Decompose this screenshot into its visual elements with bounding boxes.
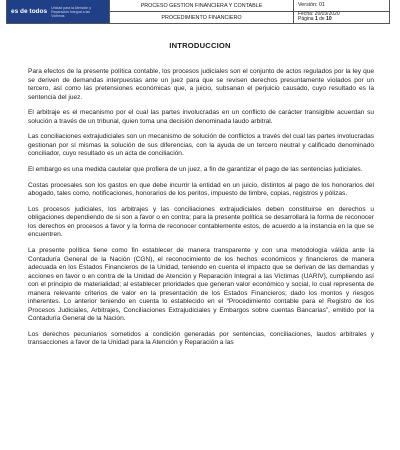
header-meta-column (294, 0, 389, 23)
page-indicator: Página 1 de 10 (298, 16, 332, 23)
header-process-column (110, 0, 294, 23)
date-label: Fecha: 20/03/2020 (298, 10, 340, 17)
logo-sub-text: Unidad para la Atención y Reparación Integral a las Víctimas (51, 5, 92, 18)
version-label: Versión: 01 (294, 0, 389, 12)
procedure-name: PROCEDIMIENTO FINANCIERO (161, 14, 242, 21)
paragraph-7: La presente política tiene como fin establecer de manera transparente y con una metodología válida ante la Contaduría General de la Nación (CGN), el reconocimiento de los hechos económicos y financieros de manera adecuada en los Estados Financieros de la Unidad, teniendo en cuenta el impacto que se derivan de las demandas y acciones en favor o en contra de la Unidad de Atención y Reparación Integral a las Víctimas (UARIV), cumpliendo así con el principio de materialidad; al establecer prioridades que generan valor económico y social, lo cual representa de manera relevante criterios de valor en la presentación de los Estados Financieros; dado los montos y riesgos inherentes. Lo anterior teniendo en cuenta lo establecido en el “Procedimiento contable para el Registro de los Procesos Judiciales, Arbitrajes, Conciliaciones Extrajudiciales y Embargos sobre cuentas Bancarias”, emitido por la Contaduría General de la Nación. (28, 247, 374, 323)
paragraph-5: Costas procesales son los gastos en que debe incurrir la entidad en un juicio, distintos al pago de los honorarios del abogado, tales como, notificaciones, honorarios de los peritos, impuesto de timbre, copias, registros y pólizas. (28, 181, 374, 198)
paragraph-6: Los procesos judiciales, los arbitrajes y las conciliaciones extrajudiciales deben constituirse en derechos u obligaciones dependiendo de si son a favor o en contra; para la presente política se desarrollará la forma de reconocer los derechos en procesos a favor y la forma de reconocer contablemente estos, de acuerdo a la instancia en la que se encuentren. (28, 205, 374, 239)
document-title: INTRODUCCION (169, 41, 231, 50)
paragraph-3: Las conciliaciones extrajudiciales son un mecanismo de solución de conflictos a través del cual las partes involucradas gestionan por sí mismas la solución de sus diferencias, con la ayuda de un tercero neutral y calificado denominado conciliador, cuyo resultado es un acta de conciliación. (28, 133, 374, 158)
logo-main-text: es de todos (11, 8, 48, 15)
process-name: PROCESO GESTION FINANCIERA Y CONTABLE (110, 0, 293, 12)
document-header-table (6, 0, 390, 24)
paragraph-8: Los derechos pecuniarios sometidos a condición generadas por sentencias, conciliaciones, laudos arbitrales y transacciones a favor de la Unidad para la Atención y Reparación a las (28, 330, 374, 347)
government-logo (7, 0, 110, 23)
date-page-cell (294, 12, 389, 23)
document-body (28, 68, 374, 355)
paragraph-1: Para efectos de la presente política contable, los procesos judiciales son el conjunto de actos regulados por la ley que se deriven de demandas interpuestas ante un juez para que se revisen derechos presuntamente violados por un tercero, así como las pretensiones económicas que, a juicio, subsanan el perjuicio causado, cuyo resultado es la sentencia del juez. (28, 68, 374, 101)
paragraph-2: El arbitraje es el mecanismo por el cual las partes involucradas en un conflicto de carácter transigible acuerdan su solución a través de un tribunal, quien toma una decisión denominada laudo arbitral. (28, 109, 374, 125)
paragraph-4: El embargo es una medida cautelar que profiera de un juez, a fin de garantizar el pago de las sentencias judiciales. (28, 166, 363, 174)
